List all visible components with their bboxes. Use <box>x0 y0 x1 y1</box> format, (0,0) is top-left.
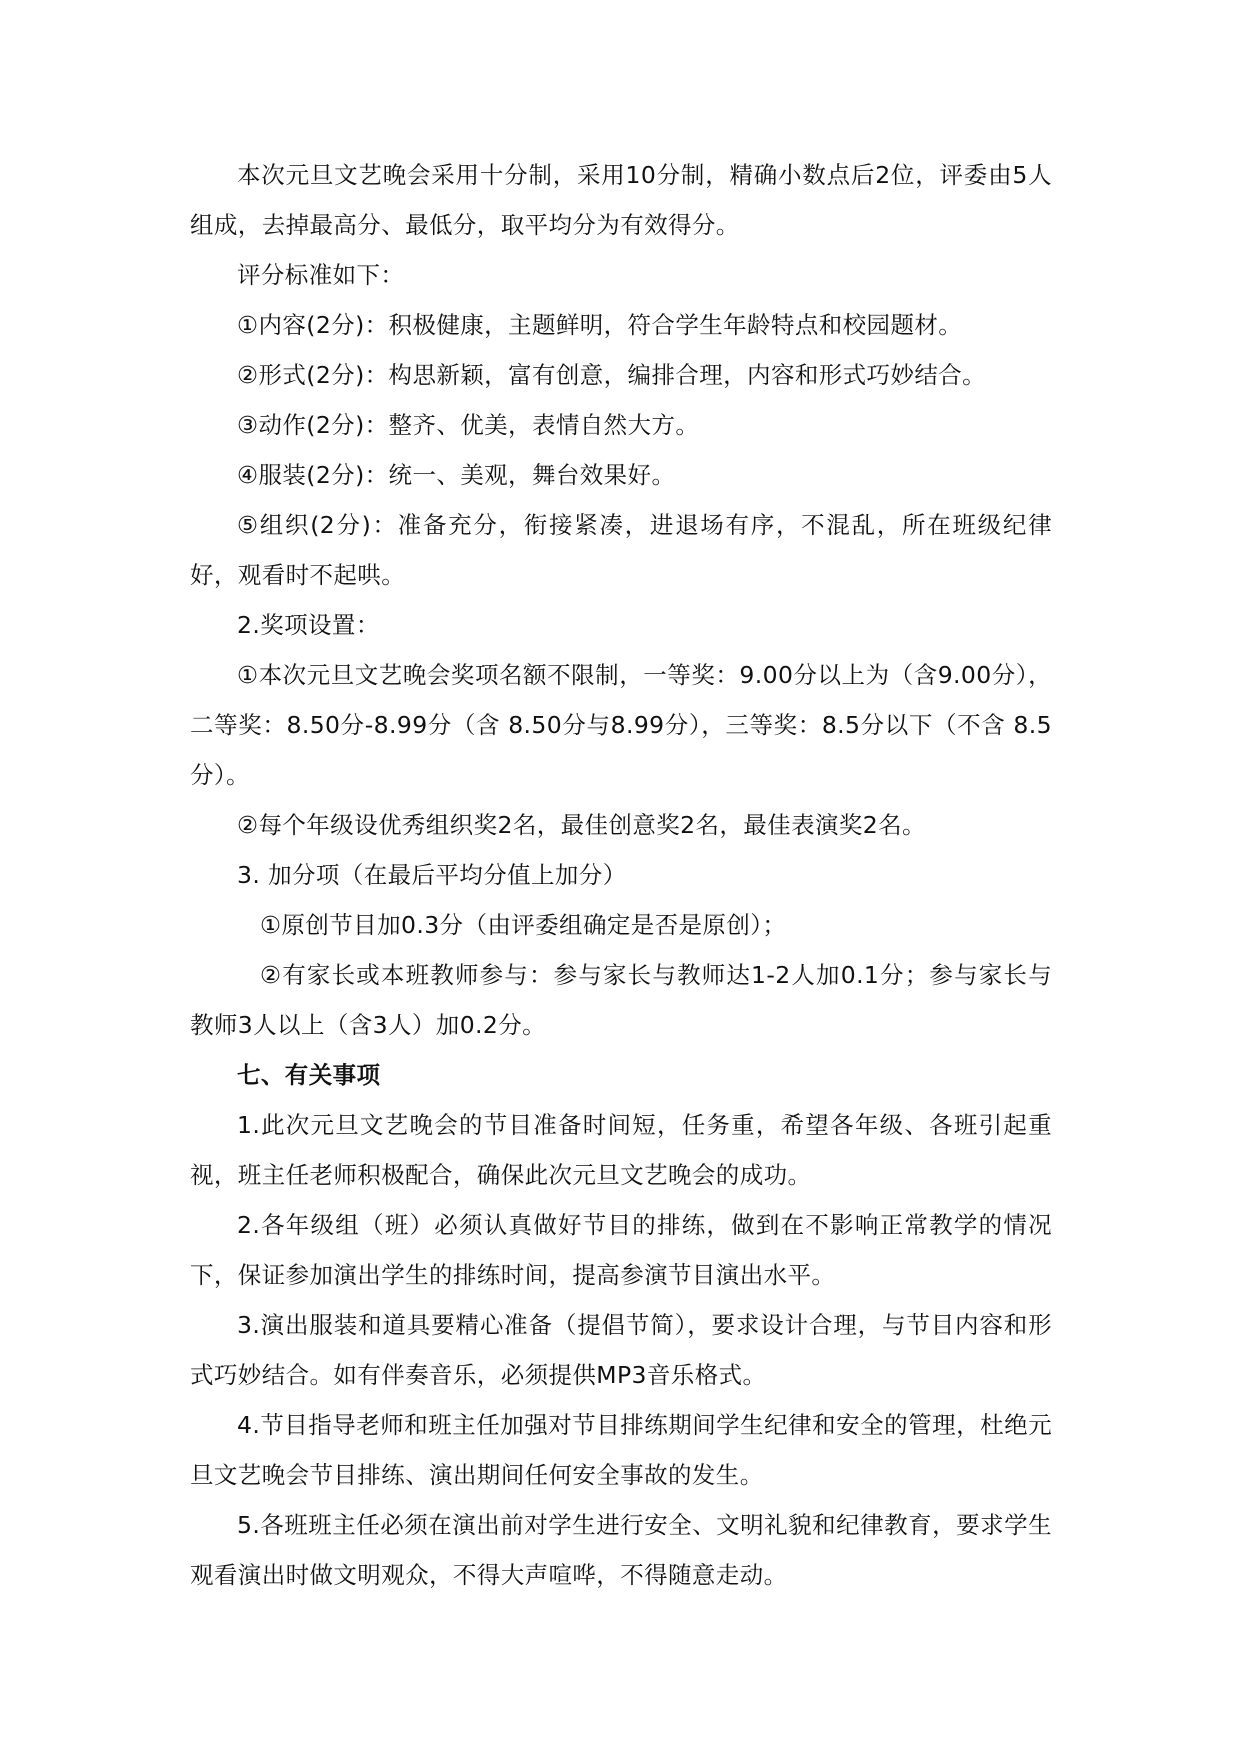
matters-item-4: 4.节目指导老师和班主任加强对节目排练期间学生纪律和安全的管理，杜绝元旦文艺晚会节目排练、演出期间任何安全事故的发生。 <box>190 1411 1052 1489</box>
criterion-costume: ④服装(2分)：统一、美观，舞台效果好。 <box>237 461 676 489</box>
bonus-item-2: ②有家长或本班教师参与：参与家长与教师达1-2人加0.1分；参与家长与教师3人以上（含3人）加0.2分。 <box>190 961 1052 1039</box>
criterion-movement: ③动作(2分)：整齐、优美，表情自然大方。 <box>237 411 700 439</box>
criterion-content: ①内容(2分)：积极健康，主题鲜明，符合学生年龄特点和校园题材。 <box>237 311 963 339</box>
bonus-item-1: ①原创节目加0.3分（由评委组确定是否是原创）； <box>260 911 787 939</box>
section-seven-heading: 七、有关事项 <box>237 1061 381 1089</box>
criterion-form: ②形式(2分)：构思新颖，富有创意，编排合理，内容和形式巧妙结合。 <box>237 361 987 389</box>
awards-item-1: ①本次元旦文艺晚会奖项名额不限制，一等奖：9.00分以上为（含9.00分），二等奖：8.50分-8.99分（含 8.50分与8.99分），三等奖：8.5分以下（不含 8.5分）。 <box>190 661 1052 789</box>
awards-heading: 2.奖项设置： <box>237 611 380 639</box>
scoring-criteria-heading: 评分标准如下： <box>237 261 405 289</box>
matters-item-1: 1.此次元旦文艺晚会的节目准备时间短，任务重，希望各年级、各班引起重视，班主任老师积极配合，确保此次元旦文艺晚会的成功。 <box>190 1111 1052 1189</box>
criterion-organization: ⑤组织(2分)：准备充分，衔接紧凑，进退场有序，不混乱，所在班级纪律好，观看时不起哄。 <box>190 511 1052 589</box>
bonus-heading: 3. 加分项（在最后平均分值上加分） <box>237 861 627 889</box>
matters-item-5: 5.各班班主任必须在演出前对学生进行安全、文明礼貌和纪律教育，要求学生观看演出时做文明观众，不得大声喧哗，不得随意走动。 <box>190 1511 1052 1589</box>
awards-item-2: ②每个年级设优秀组织奖2名，最佳创意奖2名，最佳表演奖2名。 <box>237 811 926 839</box>
matters-item-3: 3.演出服装和道具要精心准备（提倡节简），要求设计合理，与节目内容和形式巧妙结合。如有伴奏音乐，必须提供MP3音乐格式。 <box>190 1311 1052 1389</box>
scoring-intro-paragraph: 本次元旦文艺晚会采用十分制，采用10分制，精确小数点后2位，评委由5人组成，去掉最高分、最低分，取平均分为有效得分。 <box>190 161 1052 239</box>
document-body <box>190 150 1052 1600</box>
matters-item-2: 2.各年级组（班）必须认真做好节目的排练，做到在不影响正常教学的情况下，保证参加演出学生的排练时间，提高参演节目演出水平。 <box>190 1211 1052 1289</box>
